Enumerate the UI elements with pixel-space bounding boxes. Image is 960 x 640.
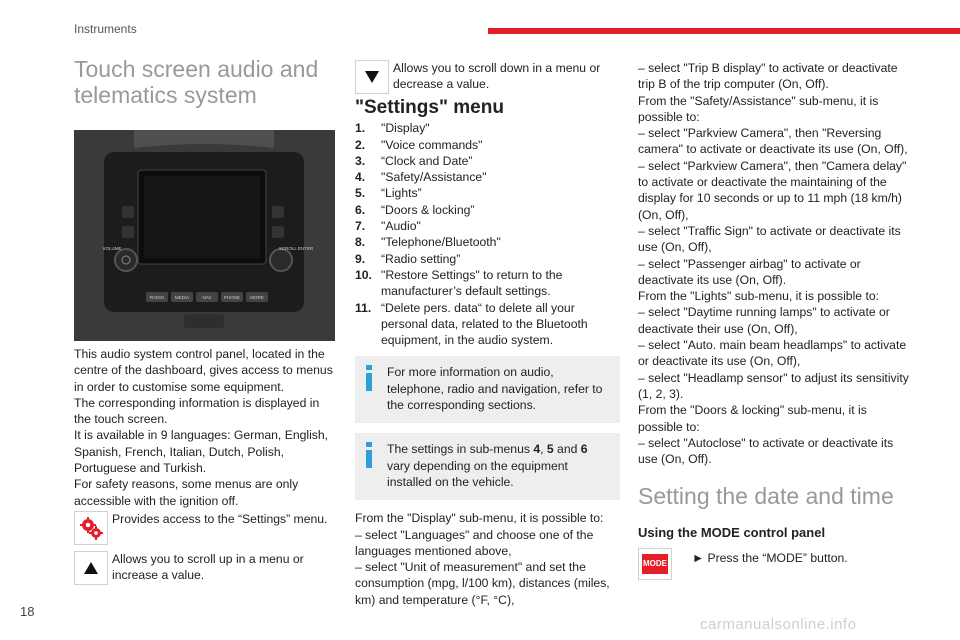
date-time-title: Setting the date and time: [638, 483, 894, 510]
intro-para-3: It is available in 9 languages: German, English, Spanish, French, Italian, Dutch, Polish, Portuguese and Turkish.: [74, 428, 329, 476]
header-section-title: Instruments: [74, 22, 137, 36]
list-item: 1. "Display": [355, 121, 430, 136]
panel-btn-more: MORE: [250, 295, 264, 300]
panel-label-volume: VOLUME: [102, 246, 122, 251]
down-icon-row: [355, 60, 620, 94]
list-item: 10. "Restore Settings" to return to the manufacturer’s default settings.: [355, 267, 563, 299]
settings-icon-text: Provides access to the “Settings” menu.: [112, 511, 328, 526]
list-item: 2. "Voice commands": [355, 137, 483, 152]
mode-step-text: ► Press the “MODE” button.: [692, 550, 848, 565]
intro-para-4: For safety reasons, some menus are only accessible with the ignition off.: [74, 477, 299, 508]
list-item: 8. "Telephone/Bluetooth": [355, 235, 501, 250]
panel-btn-nav: NAV: [202, 295, 212, 300]
settings-icon-row: [74, 511, 336, 545]
list-item: 7. "Audio": [355, 219, 421, 234]
panel-label-scroll: SCROLL ENTER: [278, 246, 314, 251]
header-accent-bar: [488, 28, 960, 34]
list-item: 4. "Safety/Assistance": [355, 170, 487, 185]
intro-para-2: The corresponding information is displayed in the touch screen.: [74, 395, 320, 427]
mode-subtitle: Using the MODE control panel: [638, 525, 826, 541]
column-3: [638, 60, 910, 580]
page-number: 18: [20, 604, 35, 619]
info-text-2: The settings in sub-menus 4, 5 and 6 vary depending on the equipment installed on the vehicle.: [387, 442, 588, 489]
list-item: 5. “Lights”: [355, 186, 422, 201]
display-submenu-para: From the "Display" sub-menu, it is possible to: – select "Languages" and choose one of the languages mentioned above, – select "Unit of measurement" and set the consumption (mpg, l/100 km), distances (miles, km) and temperature (°F, °C),: [355, 511, 610, 607]
arrow-up-icon: [74, 551, 108, 585]
list-item: 3. “Clock and Date”: [355, 153, 473, 168]
arrow-down-icon: [355, 60, 389, 94]
list-item: 11. “Delete pers. data“ to delete all your personal data, related to the Bluetooth equipment, in the audio system.: [355, 300, 588, 348]
info-text-1: For more information on audio, telephone, radio and navigation, refer to the corresponding sections.: [387, 365, 603, 413]
intro-para-1: This audio system control panel, located in the centre of the dashboard, gives access to menus in order to customise some equipment.: [74, 347, 333, 394]
submenu-continued-para: – select "Trip B display" to activate or deactivate trip B of the trip computer (On, Off). From the "Safety/Assistance" sub-menu, it is possible to: – select "Parkview Camera", then "Reversing camera" to activate or deactivate its use (On, Off), – select “Parkview Camera", then "Camera delay" to activate or deactivate the maintaining of the display for 10 seconds or up to 11 mph (18 km/h) (On, Off), – select "Traffic Sign" to activate or deactivate its use (On, Off), – select "Passenger airbag" to activate or deactivate its use (On, Off). From the "Lights" sub-menu, it is possible to: – select "Daytime running lamps" to activate or deactivate their use (On, Off), – select "Auto. main beam headlamps" to activate or deactivate its use (On, Off), – select "Headlamp sensor" to adjust its sensitivity (1, 2, 3). From the "Doors & locking" sub-menu, it is possible to: – select "Autoclose" to activate or deactivate its use (On, Off).: [638, 61, 909, 467]
info-icon: [365, 365, 374, 391]
down-icon-text: Allows you to scroll down in a menu or decrease a value.: [393, 61, 601, 92]
up-icon-row: [74, 551, 336, 585]
settings-menu-title: "Settings" menu: [355, 97, 504, 118]
settings-menu-list: [355, 120, 620, 348]
mode-step-row: [638, 548, 910, 580]
panel-btn-media: MEDIA: [174, 295, 190, 300]
audio-panel-illustration: [74, 130, 335, 341]
audio-panel-photo: [74, 130, 335, 341]
column-1-text: [74, 346, 336, 585]
panel-btn-phone: PHONE: [223, 295, 241, 300]
mode-button-icon: MODE: [638, 548, 672, 580]
info-box-1: [355, 356, 620, 423]
info-box-2: [355, 433, 620, 500]
watermark: carmanualsonline.info: [700, 616, 857, 633]
settings-icon: [74, 511, 108, 545]
list-item: 6. “Doors & locking”: [355, 202, 475, 217]
up-icon-text: Allows you to scroll up in a menu or increase a value.: [112, 551, 304, 583]
panel-btn-radio: RADIO: [149, 295, 165, 300]
column-2: [355, 60, 620, 608]
section-title: Touch screen audio and telematics system: [74, 56, 319, 108]
info-icon: [365, 442, 374, 468]
list-item: 9. “Radio setting”: [355, 251, 461, 266]
